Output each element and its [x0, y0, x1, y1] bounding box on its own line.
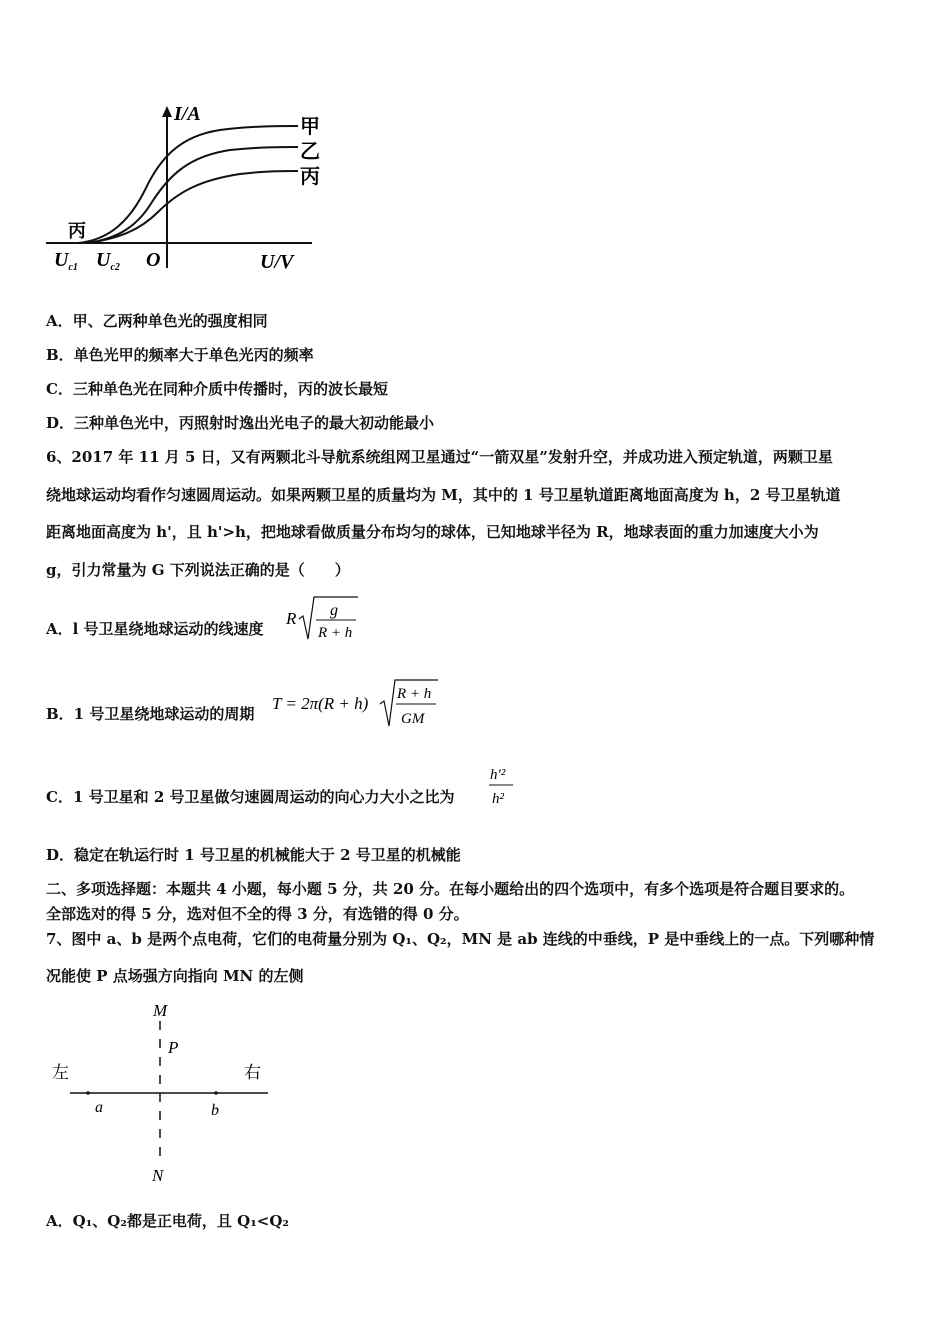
- iv-curve-graph: [40, 100, 340, 280]
- q6-stem-line3: 距离地面高度为 h'，且 h'>h，把地球看做质量分布均匀的球体，已知地球半径为 R，地球表面的重力加速度大小为: [46, 523, 819, 541]
- y-axis-label: I/A: [174, 103, 201, 125]
- label-left: 左: [52, 1063, 69, 1082]
- left-curve-label: 丙: [68, 221, 86, 241]
- section2-line1: 二、多项选择题：本题共 4 小题，每小题 5 分，共 20 分。在每小题给出的四个选项中，有多个选项是符合题目要求的。: [46, 880, 855, 898]
- origin-label: O: [146, 249, 161, 271]
- curve-label-bing: 丙: [300, 166, 320, 188]
- q6-option-b: B．1 号卫星绕地球运动的周期: [46, 705, 255, 723]
- q5-option-c: C．三种单色光在同种介质中传播时，丙的波长最短: [46, 380, 388, 398]
- curve-label-yi: 乙: [300, 141, 320, 163]
- curve-yi: [88, 147, 298, 243]
- formula-c-denominator: h²: [492, 791, 504, 807]
- label-a: a: [95, 1099, 103, 1116]
- curve-label-jia: 甲: [300, 116, 320, 138]
- section2-line2: 全部选对的得 5 分，选对但不全的得 3 分，有选错的得 0 分。: [46, 905, 469, 923]
- q6-stem-line2: 绕地球运动均看作匀速圆周运动。如果两颗卫星的质量均为 M，其中的 1 号卫星轨道距离地面高度为 h，2 号卫星轨道: [46, 486, 841, 504]
- tick-uc1: $U_{c1}$: [54, 249, 78, 273]
- charge-b-point: [214, 1091, 218, 1095]
- q5-option-b: B．单色光甲的频率大于单色光丙的频率: [46, 346, 314, 364]
- label-right: 右: [244, 1063, 261, 1082]
- label-N: N: [152, 1166, 164, 1185]
- tick-uc2: $U_{c2}$: [96, 249, 120, 273]
- charge-a-point: [86, 1091, 90, 1095]
- q6-option-d: D．稳定在轨运行时 1 号卫星的机械能大于 2 号卫星的机械能: [46, 846, 461, 864]
- label-b: b: [211, 1102, 219, 1119]
- q6-option-b-formula: [270, 676, 445, 732]
- q6-option-a-formula: [284, 593, 364, 645]
- q7-option-a: A．Q₁、Q₂都是正电荷，且 Q₁<Q₂: [46, 1212, 289, 1230]
- curve-jia: [78, 126, 298, 243]
- x-axis-label: U/V: [260, 251, 294, 273]
- q5-option-a: A．甲、乙两种单色光的强度相同: [46, 312, 268, 330]
- formula-a-R: R: [286, 609, 297, 628]
- formula-c-numerator: h'²: [490, 767, 506, 783]
- q6-stem-line1: 6、2017 年 11 月 5 日，又有两颗北斗导航系统组网卫星通过“一箭双星”发射升空，并成功进入预定轨道，两颗卫星: [46, 448, 833, 466]
- y-axis-arrow: [162, 106, 172, 117]
- q6-option-c-formula: [487, 760, 517, 810]
- formula-b-lhs: T = 2π(R + h): [272, 694, 369, 713]
- formula-a-denominator: R + h: [318, 625, 353, 641]
- q6-option-c: C．1 号卫星和 2 号卫星做匀速圆周运动的向心力大小之比为: [46, 788, 455, 806]
- q6-option-a: A．l 号卫星绕地球运动的线速度: [46, 620, 264, 638]
- curve-bing: [88, 171, 298, 243]
- q7-stem-line2: 况能使 P 点场强方向指向 MN 的左侧: [46, 967, 304, 985]
- formula-a-numerator: g: [330, 602, 338, 619]
- label-M: M: [153, 1001, 168, 1020]
- label-P: P: [168, 1038, 179, 1057]
- q5-option-d: D．三种单色光中，丙照射时逸出光电子的最大初动能最小: [46, 414, 435, 432]
- q6-stem-line4: g，引力常量为 G 下列说法正确的是（ ）: [46, 561, 350, 579]
- q7-stem-line1: 7、图中 a、b 是两个点电荷，它们的电荷量分别为 Q₁、Q₂，MN 是 ab 连线的中垂线，P 是中垂线上的一点。下列哪种情: [46, 930, 875, 948]
- formula-b-numerator: R + h: [397, 686, 432, 702]
- charge-diagram: [40, 995, 280, 1190]
- formula-b-denominator: GM: [401, 711, 425, 727]
